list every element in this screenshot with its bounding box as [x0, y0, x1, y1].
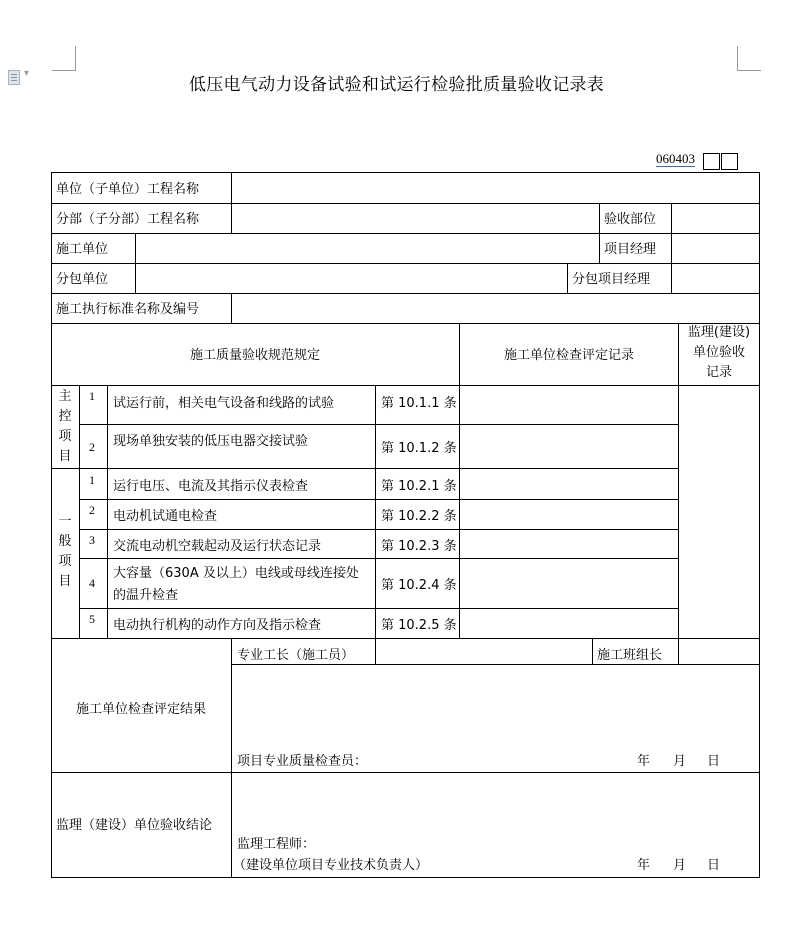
subcontract-manager-label: 分包项目经理: [572, 272, 651, 287]
check-record-header: 施工单位检查评定记录: [503, 348, 634, 363]
main-control-label: 主控项目: [58, 389, 72, 464]
supervision-conclusion-label: 监理（建设）单位验收结论: [56, 818, 213, 833]
form-title: 低压电气动力设备试验和试运行检验批质量验收记录表: [188, 75, 605, 95]
code-box-1[interactable]: [703, 153, 720, 170]
subcontract-unit-label: 分包单位: [56, 272, 109, 287]
sub-project-name-label: 分部（子分部）工程名称: [56, 212, 200, 227]
acceptance-form: [51, 172, 760, 878]
construction-result-label: 施工单位检查评定结果: [75, 702, 206, 717]
general-item-1-text: 运行电压、电流及其指示仪表检查: [113, 479, 309, 494]
chevron-down-icon[interactable]: ▾: [24, 68, 30, 79]
construction-unit-label: 施工单位: [56, 242, 109, 257]
general-item-2-no: 2: [89, 503, 95, 517]
team-leader-label: 施工班组长: [597, 648, 663, 663]
supervision-day-label: 日: [707, 858, 721, 873]
supervision-header-line1: 监理(建设): [687, 325, 751, 340]
general-item-2-text: 电动机试通电检查: [113, 509, 218, 524]
crop-mark-top-left: [52, 46, 76, 71]
project-manager-label: 项目经理: [604, 242, 657, 257]
acceptance-part-label: 验收部位: [604, 212, 657, 227]
general-item-5-no: 5: [89, 612, 95, 626]
general-item-4-clause: 第 10.2.4 条: [381, 578, 457, 593]
general-item-4-text-line1: 大容量（630A 及以上）电线或母线连接处: [113, 566, 359, 581]
supervision-header-line3: 记录: [705, 365, 732, 380]
main-item-2-text: 现场单独安装的低压电器交接试验: [113, 434, 309, 449]
general-item-4-no: 4: [89, 576, 95, 590]
main-item-1-clause: 第 10.1.1 条: [381, 396, 457, 411]
supervision-year-label: 年: [637, 858, 651, 873]
general-item-4-text-line2: 的温升检查: [113, 588, 179, 603]
general-item-1-no: 1: [89, 473, 95, 487]
spec-header: 施工质量验收规范规定: [189, 348, 320, 363]
result-year-label: 年: [637, 754, 651, 769]
general-item-2-clause: 第 10.2.2 条: [381, 509, 457, 524]
general-item-3-text: 交流电动机空载起动及运行状态记录: [113, 539, 322, 554]
general-item-1-clause: 第 10.2.1 条: [381, 479, 457, 494]
supervision-header-line2: 单位验收: [692, 345, 745, 360]
foreman-label: 专业工长（施工员）: [237, 648, 355, 663]
crop-mark-top-right: [737, 46, 761, 71]
standard-name-label: 施工执行标准名称及编号: [56, 302, 200, 317]
general-item-3-no: 3: [89, 533, 95, 547]
main-item-2-clause: 第 10.1.2 条: [381, 441, 457, 456]
main-item-2-no: 2: [89, 440, 95, 454]
unit-project-name-label: 单位（子单位）工程名称: [56, 182, 200, 197]
main-item-1-no: 1: [89, 389, 95, 403]
result-month-label: 月: [673, 754, 687, 769]
supervision-month-label: 月: [673, 858, 687, 873]
result-day-label: 日: [707, 754, 721, 769]
general-item-5-clause: 第 10.2.5 条: [381, 618, 457, 633]
owner-representative-label: （建设单位项目专业技术负责人）: [233, 858, 429, 873]
supervision-engineer-label: 监理工程师：: [237, 837, 316, 852]
general-item-3-clause: 第 10.2.3 条: [381, 539, 457, 554]
general-item-5-text: 电动执行机构的动作方向及指示检查: [113, 618, 322, 633]
code-box-2[interactable]: [721, 153, 738, 170]
main-item-1-text: 试运行前，相关电气设备和线路的试验: [113, 396, 335, 411]
form-code: 060403: [656, 151, 695, 166]
general-items-label: 一般项目: [58, 514, 72, 589]
quality-inspector-label: 项目专业质量检查员：: [237, 754, 368, 769]
